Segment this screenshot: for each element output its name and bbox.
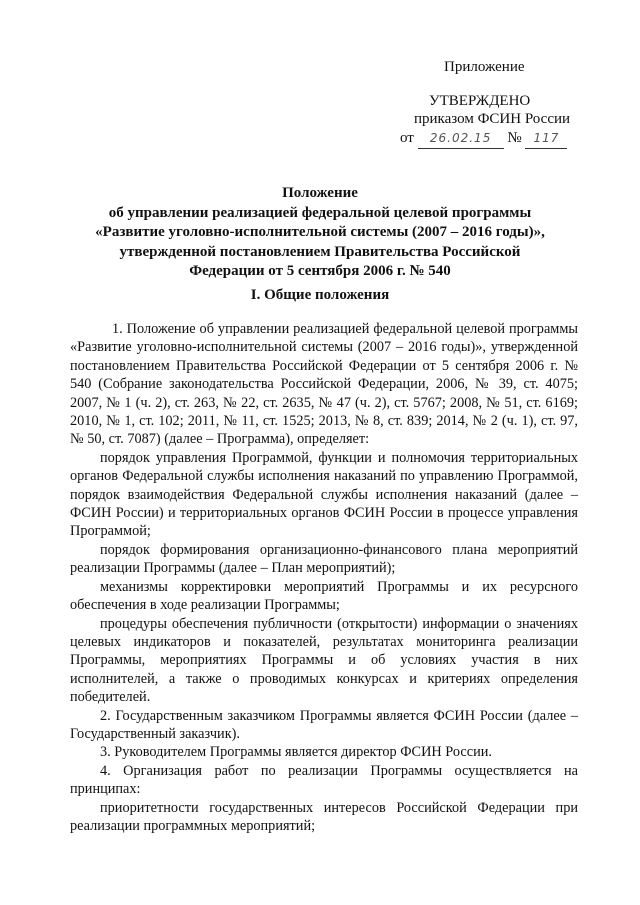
title-line-5: Федерации от 5 сентября 2006 г. № 540 [189, 263, 451, 279]
paragraph-3: 3. Руководителем Программы является директор ФСИН России. [100, 744, 492, 761]
title-line-4: утвержденной постановлением Правительства Российской [119, 243, 521, 260]
paragraph-priority: приоритетности государственных интересов Российской Федерации при реализации программных мероприятий; [70, 799, 578, 834]
title-line-2: об управлении реализацией федеральной целевой программы [108, 204, 532, 221]
document-body [70, 320, 578, 835]
number-label: № [507, 130, 522, 146]
approved-label: УТВЕРЖДЕНО [429, 93, 531, 109]
appendix-label: Приложение [444, 59, 525, 75]
from-label: от [400, 130, 414, 146]
paragraph-order-management: порядок управления Программой, функции и полномочия территориальных органов Федеральной службы исполнения наказаний по управлению Программой, порядок взаимодействия Федеральной службы исполнения наказаний (далее – ФСИН России) и территориальных органов ФСИН России в процессе управления Программой; [70, 449, 578, 540]
paragraph-order-plan: порядок формирования организационно-финансового плана мероприятий реализации Программы (далее – План мероприятий); [70, 541, 578, 577]
section-title: I. Общие положения [250, 287, 390, 303]
order-label: приказом ФСИН России [414, 111, 571, 127]
order-date-number-line [400, 129, 567, 149]
paragraph-mechanisms: механизмы корректировки мероприятий Программы и их ресурсного обеспечения в ходе реализации Программы; [70, 578, 578, 614]
paragraph-1: 1. Положение об управлении реализацией федеральной целевой программы «Развитие уголовно-исполнительной системы (2007 – 2016 годы)», утвержденной постановлением Правительства Российской Федерации от 5 сентября 2006 г. № 540 (Собрание законодательства Российской Федерации, 2006, № 39, ст. 4075; 2007, № 1 (ч. 2), ст. 263, № 22, ст. 2635, № 47 (ч. 2), ст. 5767; 2008, № 51, ст. 6169; 2010, № 1, ст. 102; 2011, № 11, ст. 1525; 2013, № 8, ст. 839; 2014, № 2 (ч. 1), ст. 97, № 50, ст. 7087) (далее – Программа), определяет: [70, 321, 578, 448]
title-line-1: Положение [282, 185, 358, 201]
title-line-3: «Развитие уголовно-исполнительной системы (2007 – 2016 годы)», [95, 224, 545, 240]
handwritten-number: 117 [525, 129, 567, 149]
handwritten-date: 26.02.15 [418, 129, 504, 149]
document-title [50, 184, 590, 282]
paragraph-4: 4. Организация работ по реализации Программы осуществляется на принципах: [70, 762, 578, 798]
paragraph-2: 2. Государственным заказчиком Программы является ФСИН России (далее – Государственный заказчик). [70, 707, 578, 742]
paragraph-procedures: процедуры обеспечения публичности (открытости) информации о значениях целевых индикаторов и показателей, результатах мониторинга реализации Программы, мероприятиях Программы и об условиях участия в них исполнителей, а также о проводимых конкурсах и критериях определения победителей. [70, 615, 578, 706]
